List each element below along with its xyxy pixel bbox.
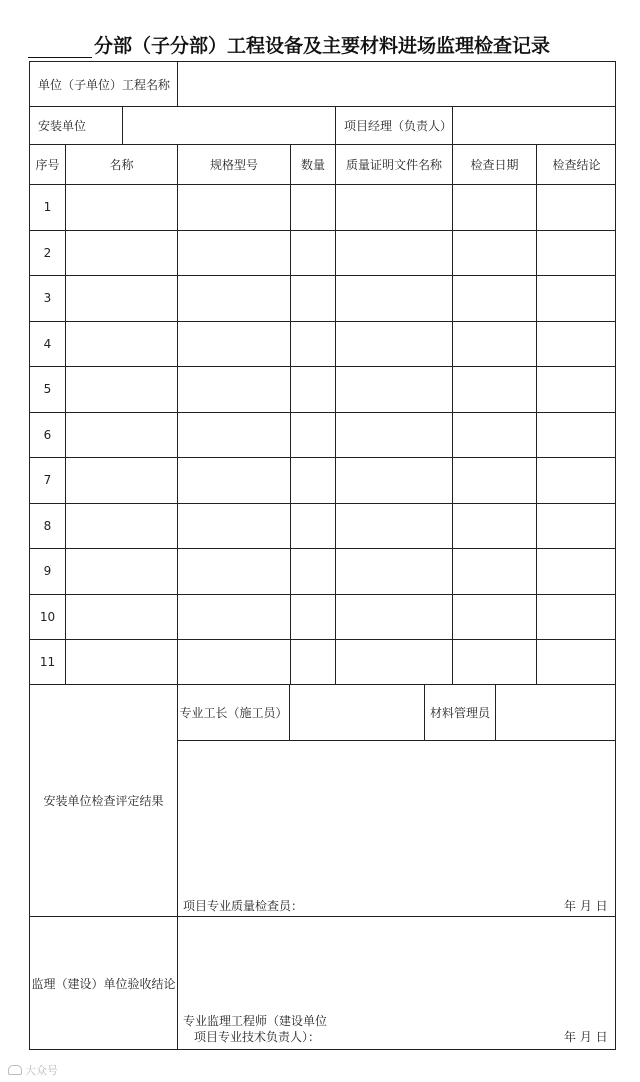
cell-quantity[interactable] <box>290 412 335 458</box>
install-check-label: 安装单位检查评定结果 <box>29 684 177 916</box>
cell-quantity[interactable] <box>290 548 335 594</box>
cell-check-date[interactable] <box>452 321 536 367</box>
material-manager-label: 材料管理员 <box>424 684 495 740</box>
cell-name[interactable] <box>65 639 177 685</box>
row-number: 9 <box>29 548 65 594</box>
supervising-engineer-label-line2: 项目专业技术负责人）： <box>194 1030 321 1044</box>
column-header-quantity: 数量 <box>290 144 335 184</box>
watermark-logo-icon <box>8 1065 22 1075</box>
cell-conclusion[interactable] <box>536 639 616 685</box>
cell-conclusion[interactable] <box>536 184 616 230</box>
install-check-result-field[interactable] <box>177 740 616 916</box>
watermark <box>8 1062 58 1078</box>
cell-check-date[interactable] <box>452 503 536 549</box>
column-header-spec: 规格型号 <box>177 144 290 184</box>
column-header-conclusion: 检查结论 <box>536 144 616 184</box>
row-number: 1 <box>29 184 65 230</box>
column-header-name: 名称 <box>65 144 177 184</box>
install-unit-label: 安装单位 <box>29 106 122 144</box>
supervision-label: 监理（建设）单位验收结论 <box>29 916 177 1050</box>
cell-quality-doc[interactable] <box>335 366 452 412</box>
cell-quantity[interactable] <box>290 321 335 367</box>
cell-spec[interactable] <box>177 594 290 640</box>
cell-quality-doc[interactable] <box>335 321 452 367</box>
cell-spec[interactable] <box>177 457 290 503</box>
project-manager-label: 项目经理（负责人） <box>335 106 452 144</box>
row-number: 10 <box>29 594 65 640</box>
cell-conclusion[interactable] <box>536 548 616 594</box>
install-unit-field[interactable] <box>122 106 335 144</box>
unit-project-field[interactable] <box>177 61 616 106</box>
quality-inspector-label: 项目专业质量检查员： <box>183 899 304 913</box>
cell-spec[interactable] <box>177 639 290 685</box>
cell-name[interactable] <box>65 412 177 458</box>
cell-name[interactable] <box>65 230 177 276</box>
cell-spec[interactable] <box>177 548 290 594</box>
row-number: 4 <box>29 321 65 367</box>
title-text: 分部（子分部）工程设备及主要材料进场监理检查记录 <box>94 35 551 57</box>
cell-spec[interactable] <box>177 230 290 276</box>
cell-check-date[interactable] <box>452 548 536 594</box>
install-check-date-label: 年 月 日 <box>564 899 608 913</box>
cell-quality-doc[interactable] <box>335 503 452 549</box>
foreman-field[interactable] <box>289 684 424 740</box>
cell-quality-doc[interactable] <box>335 412 452 458</box>
cell-quantity[interactable] <box>290 457 335 503</box>
cell-name[interactable] <box>65 503 177 549</box>
foreman-label: 专业工长（施工员） <box>177 684 289 740</box>
supervising-engineer-label-line1: 专业监理工程师（建设单位 <box>183 1014 328 1028</box>
cell-name[interactable] <box>65 275 177 321</box>
column-header-quality-doc: 质量证明文件名称 <box>335 144 452 184</box>
cell-name[interactable] <box>65 594 177 640</box>
row-number: 2 <box>29 230 65 276</box>
cell-quality-doc[interactable] <box>335 594 452 640</box>
cell-check-date[interactable] <box>452 639 536 685</box>
cell-name[interactable] <box>65 321 177 367</box>
cell-conclusion[interactable] <box>536 275 616 321</box>
cell-spec[interactable] <box>177 412 290 458</box>
column-header-index: 序号 <box>29 144 65 184</box>
cell-check-date[interactable] <box>452 594 536 640</box>
cell-quantity[interactable] <box>290 594 335 640</box>
cell-name[interactable] <box>65 184 177 230</box>
cell-quantity[interactable] <box>290 275 335 321</box>
cell-name[interactable] <box>65 548 177 594</box>
cell-spec[interactable] <box>177 366 290 412</box>
supervision-date-label: 年 月 日 <box>564 1030 608 1044</box>
cell-conclusion[interactable] <box>536 230 616 276</box>
cell-check-date[interactable] <box>452 412 536 458</box>
cell-conclusion[interactable] <box>536 412 616 458</box>
cell-quantity[interactable] <box>290 366 335 412</box>
cell-quality-doc[interactable] <box>335 639 452 685</box>
material-manager-field[interactable] <box>495 684 616 740</box>
cell-quantity[interactable] <box>290 184 335 230</box>
watermark-text: 大众号 <box>25 1064 58 1077</box>
cell-quality-doc[interactable] <box>335 184 452 230</box>
cell-check-date[interactable] <box>452 366 536 412</box>
cell-check-date[interactable] <box>452 184 536 230</box>
cell-check-date[interactable] <box>452 230 536 276</box>
cell-check-date[interactable] <box>452 275 536 321</box>
project-manager-field[interactable] <box>452 106 616 144</box>
cell-quantity[interactable] <box>290 503 335 549</box>
cell-spec[interactable] <box>177 503 290 549</box>
cell-conclusion[interactable] <box>536 366 616 412</box>
cell-name[interactable] <box>65 457 177 503</box>
row-number: 3 <box>29 275 65 321</box>
cell-quality-doc[interactable] <box>335 230 452 276</box>
cell-quality-doc[interactable] <box>335 275 452 321</box>
cell-quantity[interactable] <box>290 230 335 276</box>
row-number: 8 <box>29 503 65 549</box>
unit-project-label: 单位（子单位）工程名称 <box>29 61 177 106</box>
cell-spec[interactable] <box>177 321 290 367</box>
cell-conclusion[interactable] <box>536 457 616 503</box>
cell-spec[interactable] <box>177 275 290 321</box>
cell-conclusion[interactable] <box>536 594 616 640</box>
cell-spec[interactable] <box>177 184 290 230</box>
column-header-check-date: 检查日期 <box>452 144 536 184</box>
cell-conclusion[interactable] <box>536 503 616 549</box>
cell-quality-doc[interactable] <box>335 457 452 503</box>
row-number: 7 <box>29 457 65 503</box>
cell-quality-doc[interactable] <box>335 548 452 594</box>
row-number: 5 <box>29 366 65 412</box>
cell-check-date[interactable] <box>452 457 536 503</box>
row-number: 11 <box>29 639 65 685</box>
cell-conclusion[interactable] <box>536 321 616 367</box>
cell-quantity[interactable] <box>290 639 335 685</box>
row-number: 6 <box>29 412 65 458</box>
cell-name[interactable] <box>65 366 177 412</box>
